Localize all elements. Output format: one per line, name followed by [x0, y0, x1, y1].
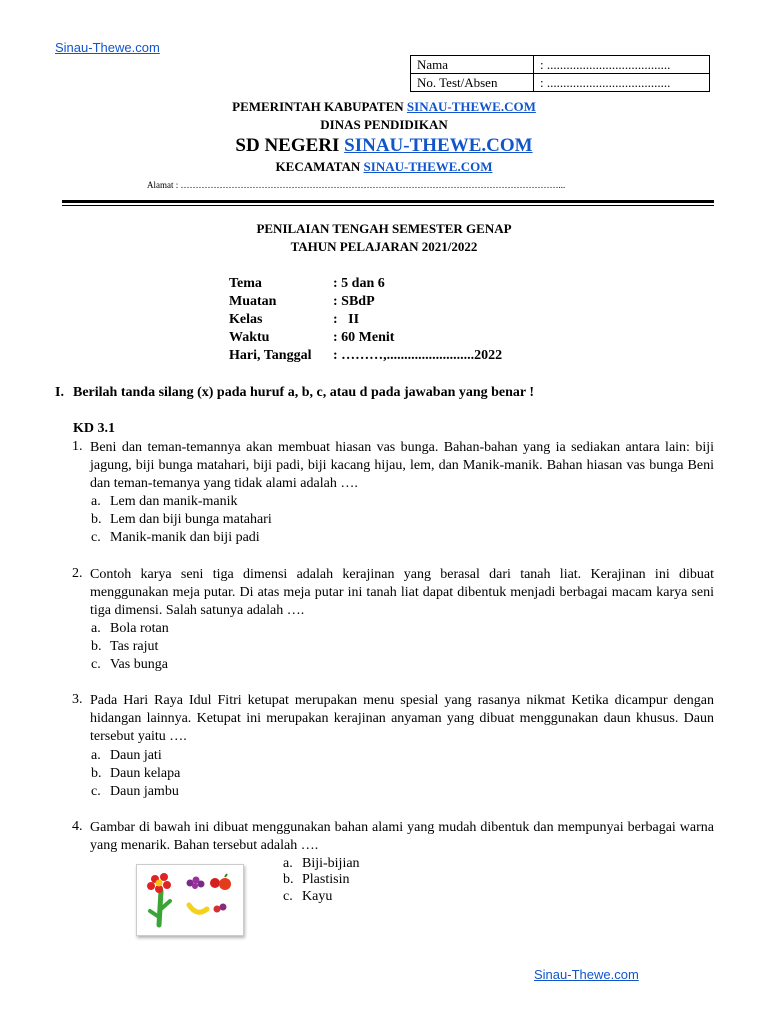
- option-text: Lem dan biji bunga matahari: [110, 512, 272, 527]
- school-name-link[interactable]: SINAU-THEWE.COM: [344, 135, 533, 156]
- info-row: [229, 347, 502, 365]
- option-letter: a.: [91, 748, 101, 763]
- answer-option[interactable]: [91, 765, 180, 783]
- watermark-top-link[interactable]: Sinau-Thewe.com: [55, 40, 160, 55]
- letterhead-line1: [0, 99, 768, 115]
- watermark-bottom-link[interactable]: Sinau-Thewe.com: [534, 967, 639, 982]
- info-value: : ………,.........................2022: [333, 348, 503, 363]
- info-row: [229, 311, 502, 329]
- info-value: : II: [333, 312, 360, 327]
- info-key: Muatan: [229, 294, 277, 309]
- answer-option[interactable]: [91, 529, 260, 547]
- question-number: 4.: [72, 819, 83, 834]
- header-rule-thick: [62, 200, 714, 203]
- option-text: Daun jati: [110, 748, 162, 763]
- letterhead-line4: [0, 159, 768, 175]
- student-id-box: [410, 55, 710, 92]
- option-text: Kayu: [302, 889, 333, 904]
- section-number: I.: [55, 385, 64, 400]
- plasticine-craft-image: [136, 864, 244, 936]
- option-letter: c.: [283, 889, 293, 904]
- test-number-field[interactable]: : ......................................: [534, 74, 710, 92]
- answer-option[interactable]: [91, 620, 169, 638]
- option-letter: a.: [91, 621, 101, 636]
- option-letter: a.: [283, 856, 293, 871]
- question-text: Gambar di bawah ini dibuat menggunakan bahan alami yang mudah dibentuk dan mempunyai berbagai warna yang menarik. Bahan tersebut adalah ….: [90, 820, 714, 853]
- letterhead-line4-link[interactable]: SINAU-THEWE.COM: [363, 159, 493, 174]
- answer-option[interactable]: [91, 493, 238, 511]
- answer-option[interactable]: [91, 747, 162, 765]
- info-row: [229, 293, 502, 311]
- test-number-row: [411, 74, 710, 92]
- question-number: 3.: [72, 692, 83, 707]
- exam-year: TAHUN PELAJARAN 2021/2022: [290, 239, 478, 254]
- info-value: : 60 Menit: [333, 330, 395, 345]
- exam-title: PENILAIAN TENGAH SEMESTER GENAP: [256, 221, 512, 236]
- question-text: Contoh karya seni tiga dimensi adalah kerajinan yang berasal dari tanah liat. Kerajinan ini dibuat menggunakan meja putar. Di atas meja putar ini tanah liat dapat dibentuk menjadi berbagai macam karya seni tiga dimensi. Salah satunya adalah ….: [90, 567, 714, 618]
- option-letter: c.: [91, 784, 101, 799]
- option-letter: a.: [91, 494, 101, 509]
- info-key: Waktu: [229, 330, 270, 345]
- section-instruction: Berilah tanda silang (x) pada huruf a, b, c, atau d pada jawaban yang benar !: [73, 385, 535, 400]
- plasticine-craft-illustration: [137, 865, 243, 935]
- question-text: Pada Hari Raya Idul Fitri ketupat merupakan menu spesial yang rasanya nikmat Ketika dicampur dengan hidangan lainnya. Ketupat ini merupakan kerajinan anyaman yang dibuat menggunakan daun khusus. Daun tersebut yaitu ….: [90, 693, 714, 744]
- school-name-text: SD NEGERI: [235, 135, 345, 156]
- option-text: Biji-bijian: [302, 856, 360, 871]
- name-field[interactable]: : ......................................: [534, 56, 710, 74]
- option-letter: b.: [91, 766, 102, 781]
- option-letter: b.: [283, 872, 294, 887]
- info-key: Kelas: [229, 312, 263, 327]
- question-text: Beni dan teman-temannya akan membuat hiasan vas bunga. Bahan-bahan yang ia sediakan antara lain: biji jagung, biji bunga matahari, biji padi, biji kacang hijau, lem, dan Manik-manik. Bahan hiasan vas bunga Beni dan teman-temanya yang tidak alami adalah ….: [90, 440, 714, 491]
- header-rule-thin: [62, 205, 714, 206]
- test-number-label: No. Test/Absen: [411, 74, 534, 92]
- answer-option[interactable]: [91, 511, 272, 529]
- name-label: Nama: [411, 56, 534, 74]
- answer-option[interactable]: [283, 871, 349, 889]
- option-letter: b.: [91, 512, 102, 527]
- info-row: [229, 329, 502, 347]
- option-text: Plastisin: [302, 872, 350, 887]
- answer-option[interactable]: [91, 638, 158, 656]
- answer-option[interactable]: [91, 656, 168, 674]
- letterhead-line1-link[interactable]: SINAU-THEWE.COM: [406, 99, 536, 114]
- letterhead-line4-text: KECAMATAN: [275, 159, 364, 174]
- option-letter: b.: [91, 639, 102, 654]
- info-value: : SBdP: [333, 294, 375, 309]
- school-name: [0, 135, 768, 157]
- info-value: : 5 dan 6: [333, 276, 385, 291]
- option-letter: c.: [91, 530, 101, 545]
- option-text: Manik-manik dan biji padi: [110, 530, 260, 545]
- letterhead-line1-text: PEMERINTAH KABUPATEN: [232, 99, 407, 114]
- answer-option[interactable]: [283, 888, 332, 906]
- info-row: [229, 275, 502, 293]
- kd-label: KD 3.1: [73, 421, 115, 436]
- address-line: Alamat : ………………………………………………………………………………………………………………...: [147, 180, 566, 190]
- option-text: Vas bunga: [110, 657, 168, 672]
- exam-info: [229, 275, 502, 365]
- option-text: Daun jambu: [110, 784, 179, 799]
- question-number: 2.: [72, 566, 83, 581]
- option-letter: c.: [91, 657, 101, 672]
- info-key: Tema: [229, 276, 262, 291]
- info-key: Hari, Tanggal: [229, 348, 312, 363]
- question-number: 1.: [72, 439, 83, 454]
- option-text: Daun kelapa: [110, 766, 181, 781]
- option-text: Bola rotan: [110, 621, 169, 636]
- option-text: Tas rajut: [110, 639, 159, 654]
- letterhead-line2: DINAS PENDIDIKAN: [320, 117, 448, 132]
- option-text: Lem dan manik-manik: [110, 494, 238, 509]
- name-row: [411, 56, 710, 74]
- answer-option[interactable]: [91, 783, 179, 801]
